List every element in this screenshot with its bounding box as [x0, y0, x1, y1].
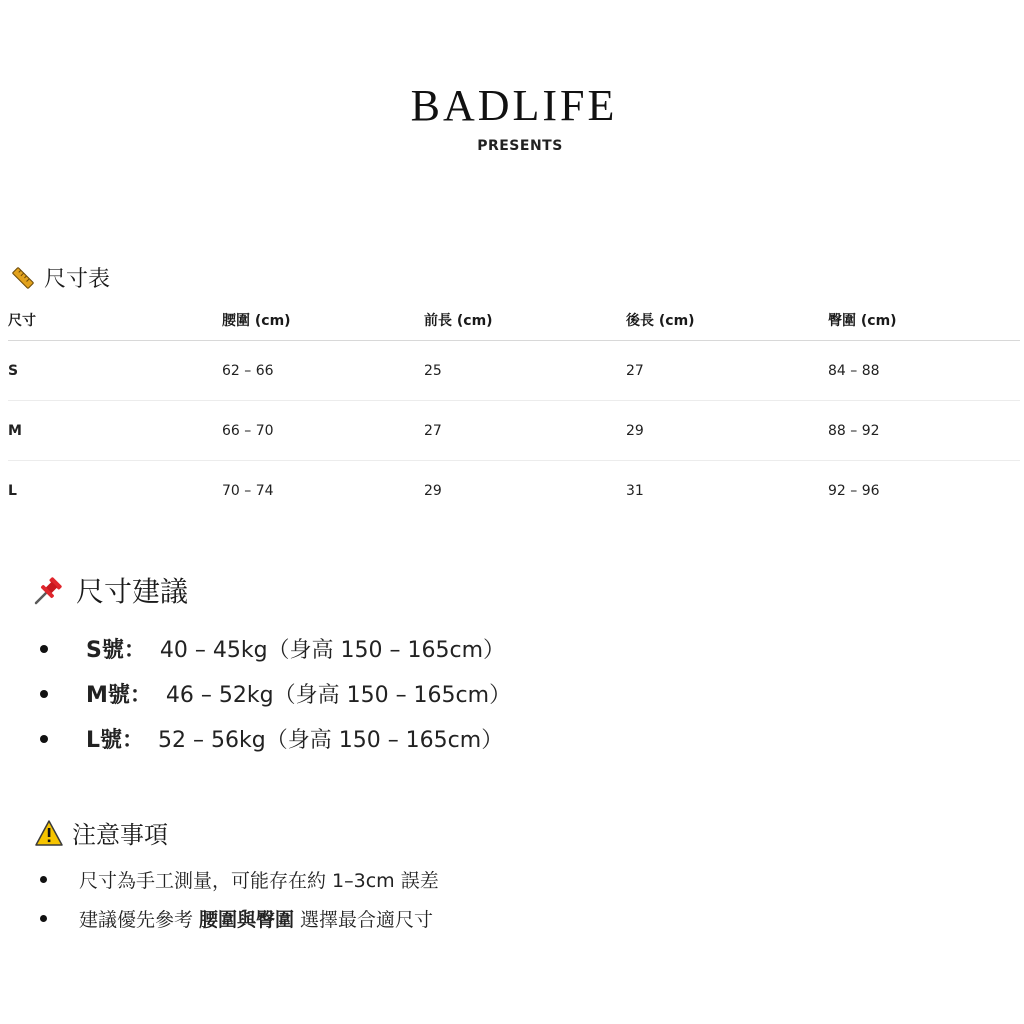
size-recommendation-title	[32, 570, 188, 610]
size-range: 52 – 56kg（身高 150 – 165cm）	[158, 728, 504, 753]
table-cell: 29	[424, 482, 442, 499]
size-range: 46 – 52kg（身高 150 – 165cm）	[165, 683, 512, 708]
notes-list	[40, 860, 439, 938]
table-cell: 88 – 92	[828, 401, 1020, 461]
note-text: 尺寸為手工測量，可能存在約 1–3cm 誤差	[79, 870, 439, 892]
table-cell: 70 – 74	[222, 482, 274, 499]
column-header: 尺寸	[8, 300, 222, 341]
table-cell: 25	[424, 341, 626, 401]
table-cell: 31	[626, 482, 644, 499]
bullet	[40, 735, 48, 743]
pushpin-icon	[32, 573, 66, 607]
size-recommendation-list	[40, 626, 511, 761]
table-row	[8, 461, 1020, 521]
list-item	[40, 899, 439, 938]
bullet	[40, 915, 47, 922]
column-header: 臀圍 (cm)	[828, 300, 1020, 341]
brand-header	[0, 81, 1024, 154]
size-chart-table	[8, 300, 1020, 520]
column-header: 腰圍 (cm)	[222, 300, 424, 341]
size-label: L號：	[86, 728, 145, 753]
warning-icon	[34, 819, 64, 847]
list-item	[40, 671, 511, 716]
table-cell: 29	[626, 401, 828, 461]
table-cell: L	[8, 482, 17, 499]
brand-logo: BADLIFE	[410, 81, 618, 130]
brand-subtitle: PRESENTS	[477, 138, 563, 154]
note-text: 選擇最合適尺寸	[300, 909, 434, 931]
bullet	[40, 876, 47, 883]
table-cell: 84 – 88	[828, 341, 1020, 401]
size-label: S號：	[86, 638, 146, 663]
notes-title	[34, 815, 168, 850]
list-item	[40, 626, 511, 671]
column-header: 前長 (cm)	[424, 300, 626, 341]
ruler-icon	[10, 265, 36, 291]
table-cell: M	[8, 401, 222, 461]
size-label: M號：	[86, 683, 152, 708]
table-cell: S	[8, 341, 222, 401]
table-cell: 27	[626, 341, 828, 401]
size-chart-title	[10, 262, 110, 293]
note-emphasis: 腰圍與臀圍	[199, 909, 295, 931]
size-recommendation-title-text: 尺寸建議	[76, 576, 189, 607]
table-cell: 62 – 66	[222, 341, 424, 401]
table-cell: 92 – 96	[828, 482, 880, 499]
list-item	[40, 860, 439, 899]
list-item	[40, 716, 511, 761]
bullet	[40, 690, 48, 698]
size-range: 40 – 45kg（身高 150 – 165cm）	[159, 638, 506, 663]
size-chart-title-text: 尺寸表	[44, 266, 111, 291]
table-header-row	[8, 300, 1020, 341]
note-text: 建議優先參考	[79, 909, 194, 931]
table-cell: 66 – 70	[222, 401, 424, 461]
table-row	[8, 341, 1020, 401]
table-cell: 27	[424, 401, 626, 461]
column-header: 後長 (cm)	[626, 300, 828, 341]
bullet	[40, 645, 48, 653]
table-row	[8, 401, 1020, 461]
notes-title-text: 注意事項	[72, 822, 168, 849]
